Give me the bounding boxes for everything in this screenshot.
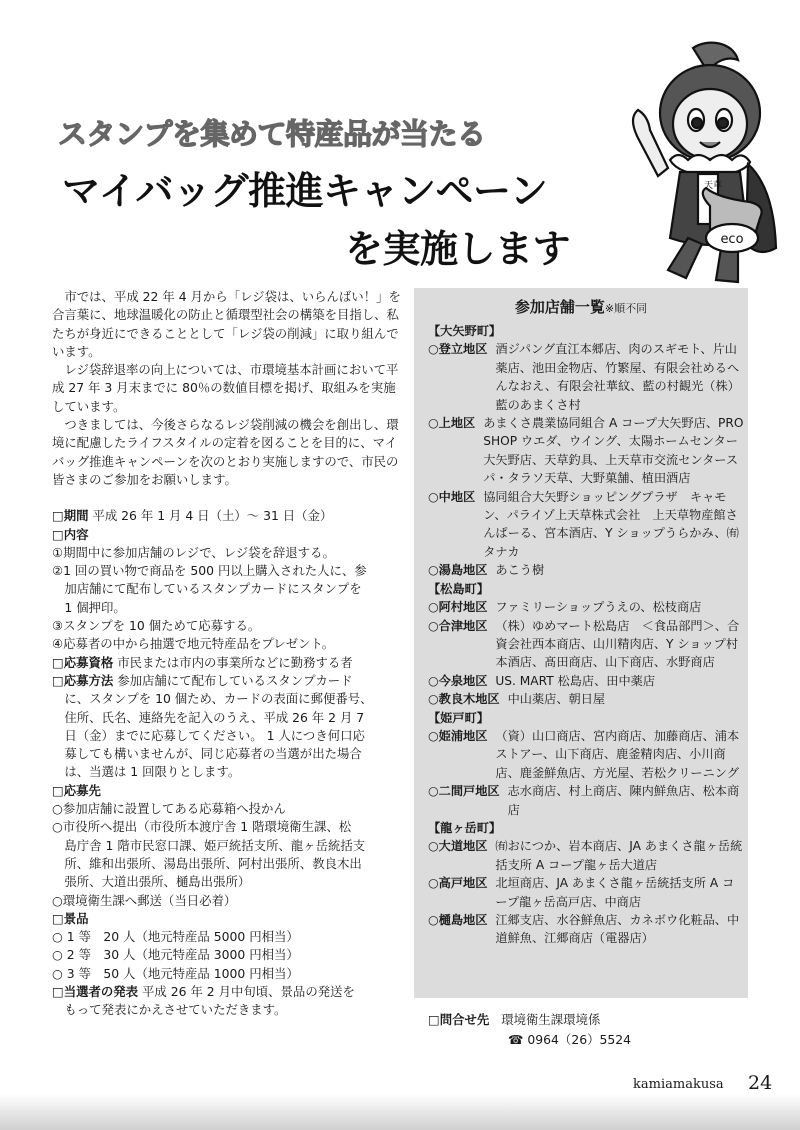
prizes-label: □景品 bbox=[52, 910, 89, 926]
destination-line: 張所、大道出張所、樋島出張所） bbox=[64, 874, 251, 890]
destination-line: ○市役所へ提出（市役所本渡庁舎 1 階環境衛生課、松 bbox=[52, 819, 352, 835]
period-label: □期間 bbox=[52, 508, 89, 524]
campaign-title-line2: を実施します bbox=[345, 227, 571, 271]
destination-line: 所、維和出張所、湯島出張所、阿村出張所、教良木出 bbox=[64, 855, 362, 871]
content-item: 1 個押印。 bbox=[64, 599, 126, 615]
method-line: 募しても構いませんが、同じ応募者の当選が出た場合 bbox=[64, 746, 362, 762]
content-item: ④応募者の中から抽選で地元特産品をプレゼント。 bbox=[52, 636, 335, 652]
district-name: ○合津地区 bbox=[428, 618, 488, 633]
district-row bbox=[428, 874, 744, 911]
prize-item: ○ 3 等 50 人（地元特産品 1000 円相当） bbox=[52, 965, 299, 981]
participating-stores-box bbox=[414, 288, 748, 998]
district-row bbox=[428, 561, 744, 579]
district-name: ○湯島地区 bbox=[428, 563, 488, 578]
campaign-details bbox=[52, 288, 404, 1020]
district-stores: 北垣商店、JA あまくさ龍ヶ岳統括支所 A コープ龍ヶ岳高戸店、中商店 bbox=[495, 876, 735, 909]
contact-info bbox=[428, 1010, 631, 1050]
town-heading: 【松島町】 bbox=[428, 581, 489, 596]
content-item: 加店舗にて配布しているスタンプカードにスタンプを bbox=[64, 581, 362, 597]
district-row bbox=[428, 690, 744, 708]
destination-line: ○参加店舗に設置してある応募箱へ投かん bbox=[52, 801, 286, 817]
destination-line: ○環境衛生課へ郵送（当日必着） bbox=[52, 892, 237, 908]
prize-item: ○ 1 等 20 人（地元特産品 5000 円相当） bbox=[52, 929, 299, 945]
footer-brand: kamiamakusa bbox=[633, 1077, 724, 1092]
prize-item: ○ 2 等 30 人（地元特産品 3000 円相当） bbox=[52, 947, 299, 963]
eco-badge-text: eco bbox=[720, 232, 744, 247]
district-row bbox=[428, 911, 744, 948]
contact-phone: 0964（26）5524 bbox=[527, 1032, 632, 1047]
district-stores: ㈲おにつか、岩本商店、JA あまくさ龍ヶ岳統括支所 A コープ龍ヶ岳大道店 bbox=[495, 839, 743, 872]
town-heading: 【姫戸町】 bbox=[428, 710, 489, 725]
page-footer-band bbox=[0, 1094, 800, 1130]
eligibility-row bbox=[52, 654, 404, 672]
district-name: ○高戸地区 bbox=[428, 876, 488, 891]
announcement-line: 平成 26 年 2 月中旬頃、景品の発送を bbox=[142, 983, 355, 999]
district-stores: 中山薬店、朝日屋 bbox=[507, 692, 606, 707]
campaign-subtitle: スタンプを集めて特産品が当たる bbox=[58, 117, 486, 151]
district-name: ○二間戸地区 bbox=[428, 784, 500, 799]
district-name: ○中地区 bbox=[428, 489, 476, 504]
contact-label: □問合せ先 bbox=[428, 1012, 490, 1027]
phone-icon: ☎ bbox=[508, 1032, 524, 1047]
district-name: ○登立地区 bbox=[428, 342, 488, 357]
announcement-row bbox=[52, 983, 404, 1001]
method-line: は、当選は 1 回限りとします。 bbox=[64, 764, 241, 780]
content-item: ①期間中に参加店舗のレジで、レジ袋を辞退する。 bbox=[52, 544, 335, 560]
eligibility-label: □応募資格 bbox=[52, 654, 114, 670]
district-stores: 江郷支店、水谷鮮魚店、カネボウ化粧品、中道鮮魚、江郷商店（電器店） bbox=[495, 913, 740, 946]
announcement-line: もって発表にかえさせていただきます。 bbox=[64, 1002, 287, 1018]
district-name: ○阿村地区 bbox=[428, 600, 488, 615]
stores-note: ※順不同 bbox=[604, 302, 648, 315]
period-row bbox=[52, 507, 404, 525]
campaign-title-line1: マイバッグ推進キャンペーン bbox=[62, 169, 548, 213]
district-name: ○樋島地区 bbox=[428, 913, 488, 927]
district-stores: あまくさ農業協同組合 A コープ大矢野店、PRO SHOP ウエダ、ウイング、太陽ホームセンター大矢野店、天草釣具、上天草市交流センタースパ・タラソ天草、大野菓舗、植田酒店 bbox=[483, 416, 744, 486]
district-stores: あこう樹 bbox=[495, 563, 545, 578]
district-stores: 酒ジパング直江本郷店、肉のスギモト、片山薬店、池田金物店、竹繁屋、有限会社めるへんなおえ、有限会社華紋、藍の村観光（株）藍のあまくさ村 bbox=[495, 342, 740, 412]
intro-paragraph: 市では、平成 22 年 4 月から「レジ袋は、いらんばい！」を合言葉に、地球温暖化の防止と循環型社会の構築を目指し、私たちが身近にできることとして「レジ袋の削減」に取り組んでいます。 bbox=[52, 289, 401, 359]
content-item: ③スタンプを 10 個ためて応募する。 bbox=[52, 618, 261, 634]
announcement-label: □当選者の発表 bbox=[52, 983, 139, 999]
stores-list bbox=[428, 322, 744, 948]
district-row bbox=[428, 672, 744, 690]
district-stores: （株）ゆめマート松島店 ＜食品部門＞、合資会社西本商店、山川精肉店、Y ショップ村本酒店、髙田商店、山下商店、水野商店 bbox=[495, 618, 740, 670]
eligibility-text: 市民または市内の事業所などに勤務する者 bbox=[117, 654, 353, 670]
district-row bbox=[428, 617, 744, 672]
method-line: 参加店舗にて配布しているスタンプカード bbox=[117, 672, 353, 688]
district-stores: 協同組合大矢野ショッピングプラザ キャモン、パライゾ上天草株式会社 上天草物産館さんぱーる、宮本酒店、Y ショップうらかみ、㈲タナカ bbox=[483, 489, 739, 559]
stores-title-text: 参加店舗一覧 bbox=[514, 298, 605, 316]
intro-paragraph: つきましては、今後さらなるレジ袋削減の機会を創出し、環境に配慮したライフスタイルの定着を図ることを目的に、マイバッグ推進キャンペーンを次のとおり実施しますので、市民の皆さまのご参加をお願いします。 bbox=[52, 417, 399, 487]
district-row bbox=[428, 837, 744, 874]
period-text: 平成 26 年 1 月 4 日（土）～ 31 日（金） bbox=[92, 508, 333, 524]
destination-line: 島庁舎 1 階市民窓口課、姫戸統括支所、龍ヶ岳統括支 bbox=[64, 837, 366, 853]
contact-dept: 環境衛生課環境係 bbox=[501, 1012, 601, 1027]
content-label: □内容 bbox=[52, 526, 89, 542]
district-stores: （資）山口商店、宮内商店、加藤商店、浦本ストアー、山下商店、鹿釜精肉店、小川商店、鹿釜鮮魚店、方光屋、若松クリーニング bbox=[495, 728, 740, 780]
district-name: ○大道地区 bbox=[428, 839, 488, 854]
district-row bbox=[428, 340, 744, 414]
method-row bbox=[52, 672, 404, 690]
page-number: 24 bbox=[748, 1072, 773, 1094]
method-line: 住所、氏名、連絡先を記入のうえ、平成 26 年 2 月 7 bbox=[64, 709, 365, 725]
district-stores: ファミリーショップうえの、松枝商店 bbox=[495, 600, 702, 615]
district-row bbox=[428, 727, 744, 782]
mascot-sash-text: 天草 bbox=[703, 181, 723, 191]
content-item: ②1 回の買い物で商品を 500 円以上購入された人に、参 bbox=[52, 563, 367, 579]
destination-label: □応募先 bbox=[52, 782, 101, 798]
district-name: ○上地区 bbox=[428, 416, 476, 431]
district-row bbox=[428, 598, 744, 616]
mascot-illustration bbox=[598, 38, 788, 288]
method-line: に、スタンプを 10 個ため、カードの表面に郵便番号、 bbox=[64, 691, 373, 707]
district-name: ○姫浦地区 bbox=[428, 728, 488, 743]
intro-paragraph: レジ袋辞退率の向上については、市環境基本計画において平成 27 年 3 月末までに 80％の数値目標を掲げ、取組みを実施しています。 bbox=[52, 362, 399, 414]
method-label: □応募方法 bbox=[52, 672, 114, 688]
district-row bbox=[428, 414, 744, 488]
district-stores: 志水商店、村上商店、陳内鮮魚店、松本商店 bbox=[507, 784, 740, 817]
district-row bbox=[428, 488, 744, 562]
town-heading: 【大矢野町】 bbox=[428, 324, 502, 338]
stores-title bbox=[414, 296, 748, 317]
district-name: ○教良木地区 bbox=[428, 692, 500, 707]
method-line: 日（金）までに応募してください。 1 人につき何口応 bbox=[64, 727, 365, 743]
town-heading: 【龍ヶ岳町】 bbox=[428, 820, 502, 835]
district-stores: US. MART 松島店、田中薬店 bbox=[495, 673, 656, 688]
district-name: ○今泉地区 bbox=[428, 673, 488, 688]
district-row bbox=[428, 782, 744, 819]
